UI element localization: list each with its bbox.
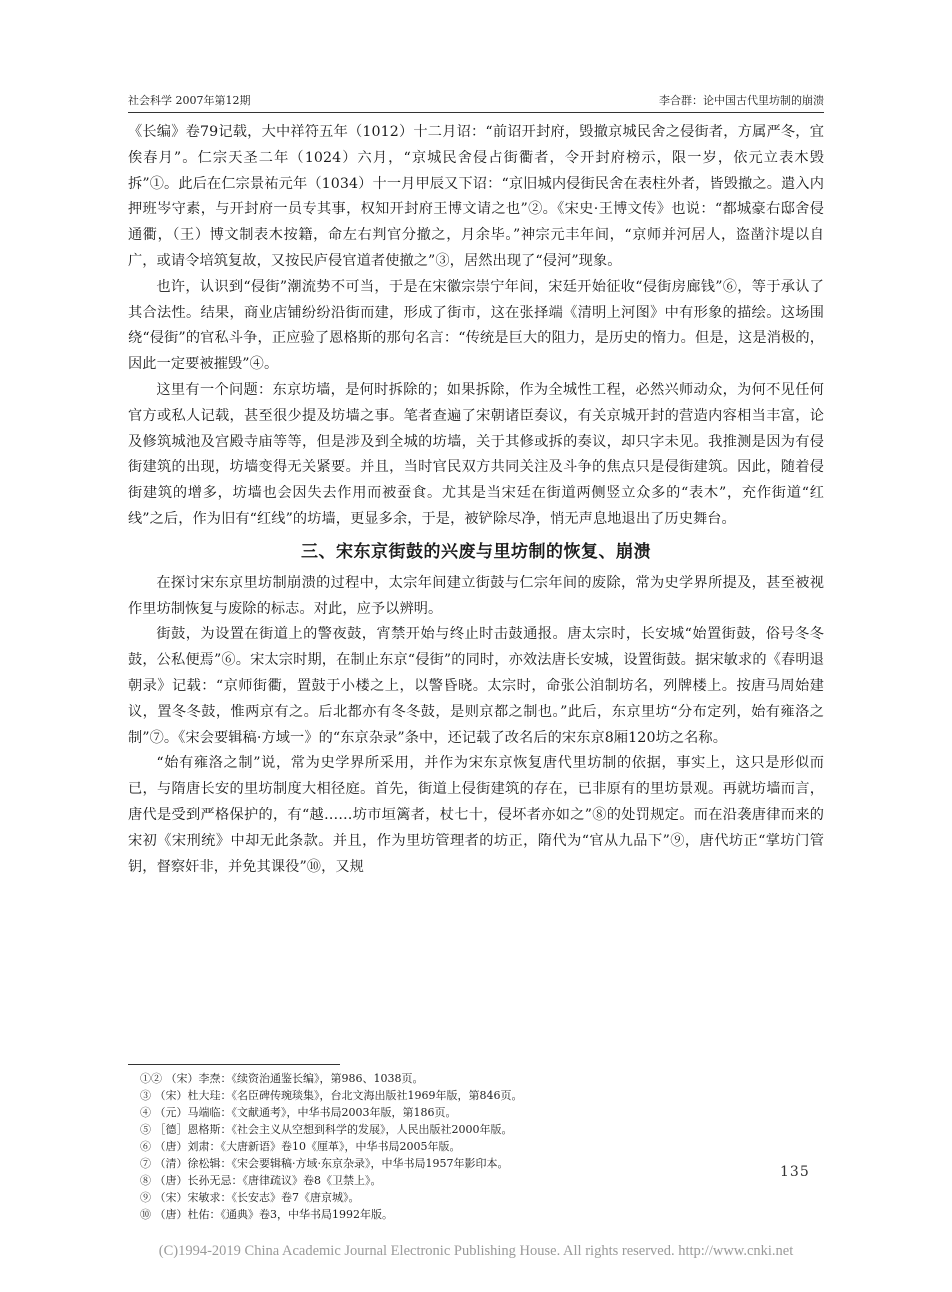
footnote: ⑦ （清）徐松辑：《宋会要辑稿·方域·东京杂录》，中华书局1957年影印本。 [140,1157,509,1170]
page-number: 135 [780,1164,810,1180]
footnote: ⑧ （唐）长孙无忌：《唐律疏议》卷8《卫禁上》。 [140,1174,382,1187]
footnotes [140,1070,820,1223]
footnote: ⑤ ［德］恩格斯：《社会主义从空想到科学的发展》，人民出版社2000年版。 [140,1123,513,1136]
footnote-rule [128,1064,340,1065]
footnote: ⑩ （唐）杜佑：《通典》卷3，中华书局1992年版。 [140,1208,393,1221]
paragraph: 也许，认识到“侵街”潮流势不可当，于是在宋徽宗崇宁年间，宋廷开始征收“侵街房廊钱”⑥，等于承认了其合法性。结果，商业店铺纷纷沿街而建，形成了街市，这在张择端《清明上河图》中有形象的描绘。这场围绕“侵街”的官私斗争，正应验了恩格斯的那句名言：“传统是巨大的阻力，是历史的惰力。但是，这是消极的，因此一定要被摧毁”④。 [128,278,824,373]
paragraph: “始有雍洛之制”说，常为史学界所采用，并作为宋东京恢复唐代里坊制的依据，事实上，这只是形似而已，与隋唐长安的里坊制度大相径庭。首先，街道上侵街建筑的存在，已非原有的里坊景观。再就坊墙而言，唐代是受到严格保护的，有“越……坊市垣篱者，杖七十，侵坏者亦如之”⑧的处罚规定。而在沿袭唐律而来的宋初《宋刑统》中却无此条款。并且，作为里坊管理者的坊正，隋代为“官从九品下”⑨，唐代坊正“掌坊门管钥，督察奸非，并免其课役”⑩，又规 [128,755,824,875]
article-body [128,120,824,880]
paragraph: 在探讨宋东京里坊制崩溃的过程中，太宗年间建立街鼓与仁宗年间的废除，常为史学界所提及，甚至被视作里坊制恢复与废除的标志。对此，应予以辨明。 [128,574,824,617]
paragraph: 街鼓，为设置在街道上的警夜鼓，宵禁开始与终止时击鼓通报。唐太宗时，长安城“始置街鼓，俗号冬冬鼓，公私便焉”⑥。宋太宗时期，在制止东京“侵街”的同时，亦效法唐长安城，设置街鼓。据宋敏求的《春明退朝录》记载：“京师街衢，置鼓于小楼之上，以警昏晓。太宗时，命张公洎制坊名，列牌楼上。按唐马周始建议，置冬冬鼓，惟两京有之。后北都亦有冬冬鼓，是则京都之制也。”此后，东京里坊“分布定列，始有雍洛之制”⑦。《宋会要辑稿·方域一》的“东京杂录”条中，还记载了改名后的宋东京8厢120坊之名称。 [128,626,824,746]
paragraph: 《长编》卷79记载，大中祥符五年（1012）十二月诏：“前诏开封府，毁撤京城民舍之侵街者，方属严冬，宜俟春月”。仁宗天圣二年（1024）六月，“京城民舍侵占街衢者，令开封府榜示，限一岁，依元立表木毁拆”①。此后在仁宗景祐元年（1034）十一月甲辰又下诏：“京旧城内侵街民舍在表柱外者，皆毁撤之。遣入内押班岑守素，与开封府一员专其事，权知开封府王博文请之也”②。《宋史·王博文传》也说：“都城豪右邸舍侵通衢，（王）博文制表木按籍，命左右判官分撤之，月余毕。”神宗元丰年间，“京师并河居人，盗凿汴堤以自广，或请令培筑复故，又按民庐侵官道者使撤之”③，居然出现了“侵河”现象。 [128,124,824,269]
footnote: ③ （宋）杜大珪：《名臣碑传琬琰集》，台北文海出版社1969年版，第846页。 [140,1089,523,1102]
copyright-watermark: (C)1994-2019 China Academic Journal Electronic Publishing House. All rights reserved. http://www.cnki.net [158,1243,794,1259]
running-header [128,92,824,112]
section-heading: 三、宋东京街鼓的兴废与里坊制的恢复、崩溃 [301,541,651,562]
paragraph: 这里有一个问题：东京坊墙，是何时拆除的；如果拆除，作为全城性工程，必然兴师动众，为何不见任何官方或私人记载，甚至很少提及坊墙之事。笔者查遍了宋朝诸臣奏议，有关京城开封的营造内容相当丰富，论及修筑城池及宫殿寺庙等等，但是涉及到全城的坊墙，关于其修或拆的奏议，却只字未见。我推测是因为有侵街建筑的出现，坊墙变得无关紧要。并且，当时官民双方共同关注及斗争的焦点只是侵街建筑。因此，随着侵街建筑的增多，坊墙也会因失去作用而被蚕食。尤其是当宋廷在街道两侧竖立众多的“表木”，充作街道“红线”之后，作为旧有“红线”的坊墙，更显多余，于是，被铲除尽净，悄无声息地退出了历史舞台。 [128,381,824,527]
header-rule [128,112,824,113]
footnote: ⑥ （唐）刘肃：《大唐新语》卷10《厘革》，中华书局2005年版。 [140,1140,461,1153]
footnote: ①② （宋）李焘：《续资治通鉴长编》，第986、1038页。 [140,1072,424,1085]
footnote: ⑨ （宋）宋敏求：《长安志》卷7《唐京城》。 [140,1191,360,1204]
footnote: ④ （元）马端临：《文献通考》，中华书局2003年版，第186页。 [140,1106,457,1119]
article-title-header: 李合群：论中国古代里坊制的崩溃 [659,94,824,107]
journal-issue: 社会科学 2007年第12期 [128,94,251,107]
